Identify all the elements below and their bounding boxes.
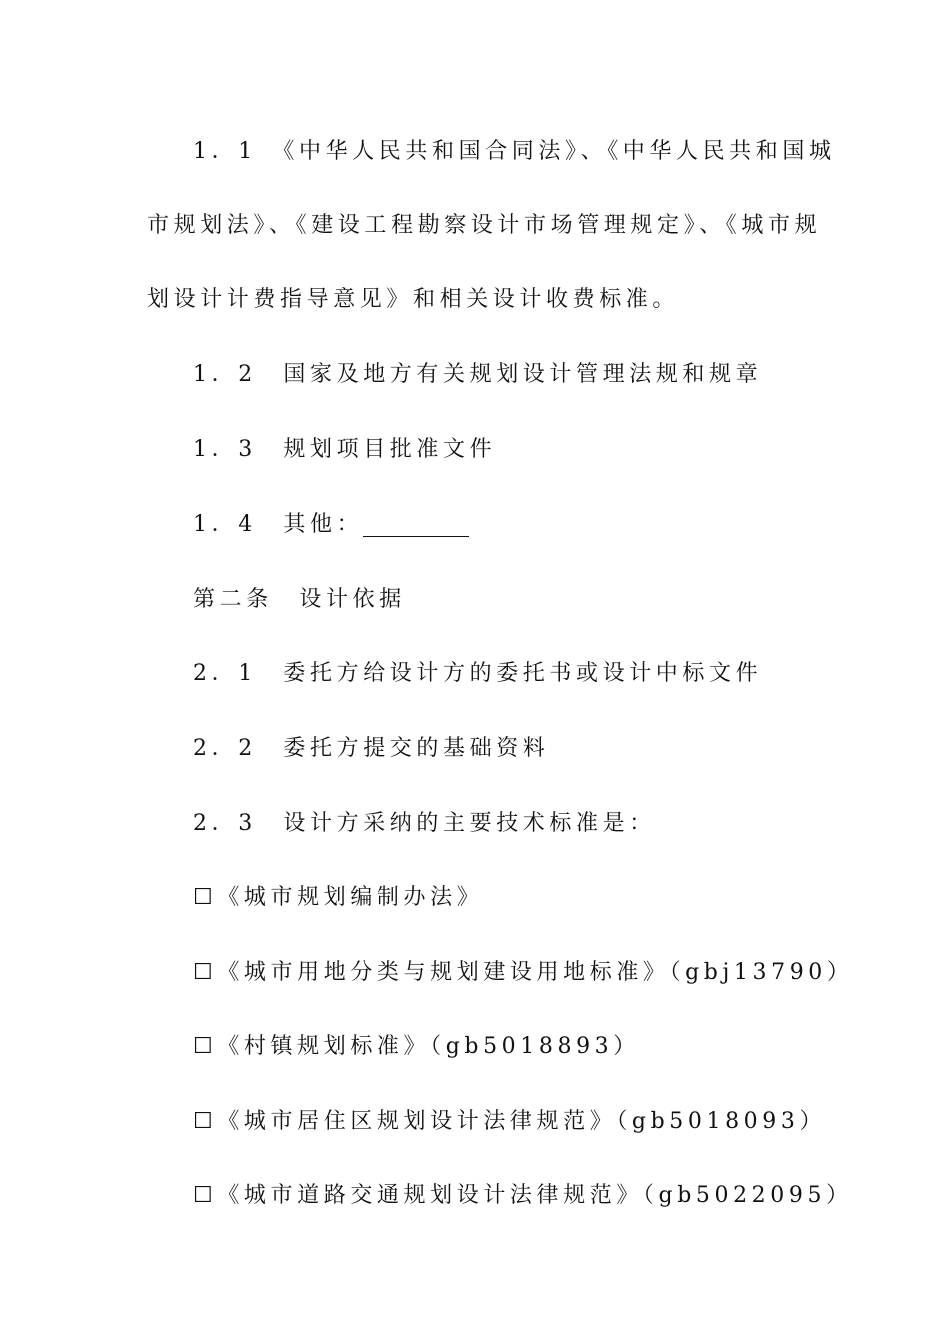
clause-2-3: 2．3 设计方采纳的主要技术标准是： (193, 811, 656, 836)
clause-2-2: 2．2 委托方提交的基础资料 (193, 736, 550, 761)
standard-checkbox-item-1: ☐《城市规划编制办法》 (193, 885, 484, 910)
standard-checkbox-item-2: ☐《城市用地分类与规划建设用地标准》（gbj13790） (193, 960, 854, 985)
clause-1-3: 1．3 规划项目批准文件 (193, 437, 497, 462)
standard-checkbox-item-3: ☐《村镇规划标准》（gb5018893） (193, 1034, 640, 1059)
clause-1-1-line-3: 划设计计费指导意见》和相关设计收费标准。 (147, 287, 680, 312)
standard-checkbox-item-5: ☐《城市道路交通规划设计法律规范》（gb5022095） (193, 1183, 853, 1208)
clause-1-2: 1．2 国家及地方有关规划设计管理法规和规章 (193, 362, 763, 387)
clause-2-1: 2．1 委托方给设计方的委托书或设计中标文件 (193, 661, 763, 686)
fill-in-blank (363, 514, 469, 537)
standard-checkbox-item-4: ☐《城市居住区规划设计法律规范》（gb5018093） (193, 1109, 827, 1134)
clause-1-4-text: 1．4 其他： (193, 512, 364, 537)
clause-1-1-line-1: 1．1 《中华人民共和国合同法》、《中华人民共和国城 (193, 139, 836, 164)
clause-1-4 (193, 510, 469, 540)
clause-1-1-line-2: 市规划法》、《建设工程勘察设计市场管理规定》、《城市规 (147, 213, 822, 238)
article-2-heading: 第二条 设计依据 (193, 587, 406, 612)
